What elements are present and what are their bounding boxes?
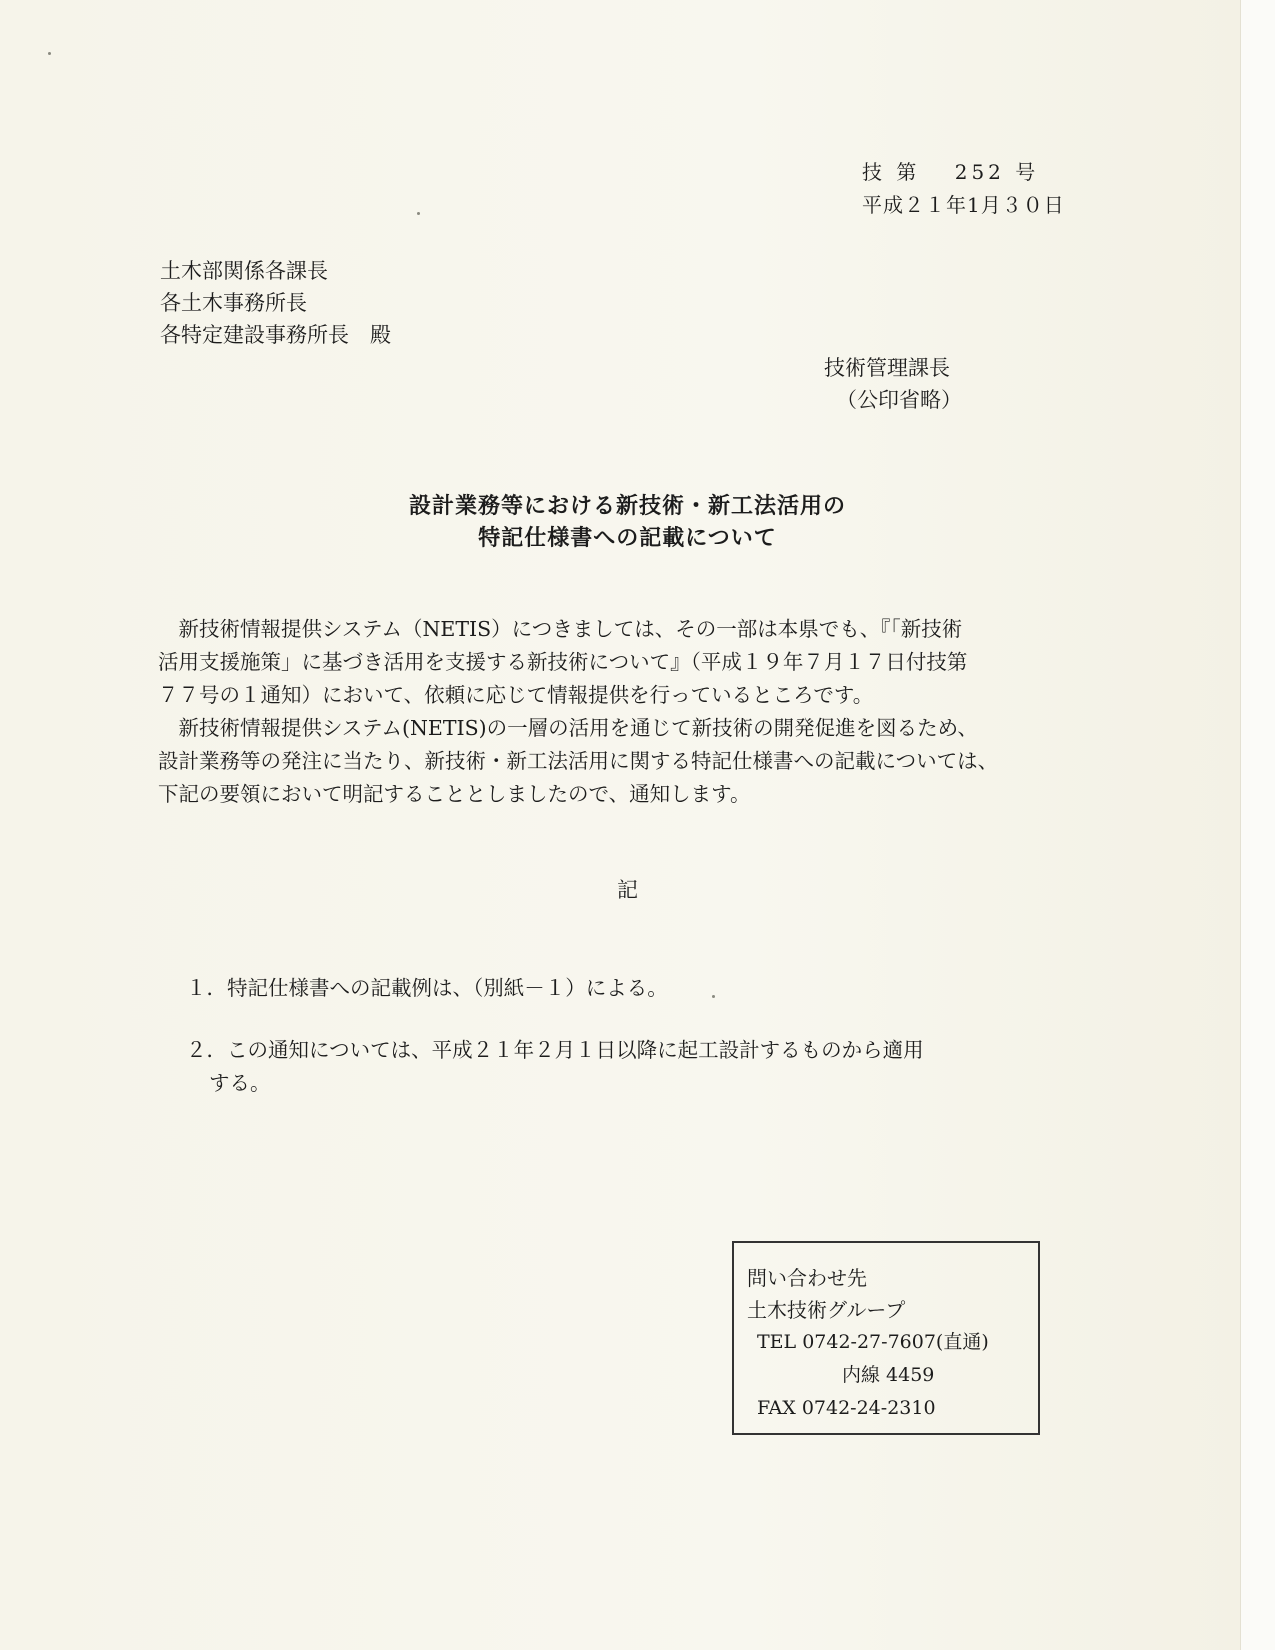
document-title-line-1: 設計業務等における新技術・新工法活用の — [408, 493, 846, 519]
contact-fax: FAX 0742-24-2310 — [757, 1397, 936, 1419]
contact-tel: TEL 0742-27-7607(直通) — [757, 1331, 989, 1353]
seal-note: （公印省略） — [836, 388, 962, 412]
list-item-1: １．特記仕様書への記載例は、（別紙－１）による。 — [186, 976, 668, 1000]
body-text-line: ７７号の１通知）において、依頼に応じて情報提供を行っているところです。 — [158, 683, 874, 707]
ki-heading: 記 — [617, 878, 638, 902]
recipient-line: 各特定建設事務所長 殿 — [160, 323, 391, 347]
document-date: 平成２１年1月３０日 — [862, 193, 1065, 217]
scan-speck — [712, 995, 715, 998]
contact-group: 土木技術グループ — [747, 1298, 906, 1322]
scan-speck — [417, 212, 420, 215]
list-item-2-continuation: する。 — [209, 1071, 271, 1095]
document-title-line-2: 特記仕様書への記載について — [478, 525, 777, 551]
contact-heading: 問い合わせ先 — [747, 1266, 867, 1290]
body-text-line: 下記の要領において明記することとしましたので、通知します。 — [158, 782, 751, 806]
sender-title: 技術管理課長 — [824, 356, 950, 380]
list-item-2: ２．この通知については、平成２１年２月１日以降に起工設計するものから適用 — [186, 1038, 924, 1062]
scan-speck — [48, 52, 51, 55]
document-number: 技 第 252 号 — [862, 160, 1040, 184]
contact-extension: 内線 4459 — [842, 1364, 935, 1386]
body-text-line: 新技術情報提供システム(NETIS)の一層の活用を通じて新技術の開発促進を図るため、 — [158, 716, 978, 740]
recipient-line: 各土木事務所長 — [160, 291, 307, 315]
page-edge — [1240, 0, 1275, 1650]
body-text-line: 設計業務等の発注に当たり、新技術・新工法活用に関する特記仕様書への記載については、 — [158, 749, 999, 773]
body-text-line: 新技術情報提供システム（NETIS）につきましては、その一部は本県でも、『「新技術 — [158, 617, 963, 641]
body-text-line: 活用支援施策」に基づき活用を支援する新技術について』（平成１９年７月１７日付技第 — [158, 650, 968, 674]
recipient-line: 土木部関係各課長 — [160, 259, 328, 283]
